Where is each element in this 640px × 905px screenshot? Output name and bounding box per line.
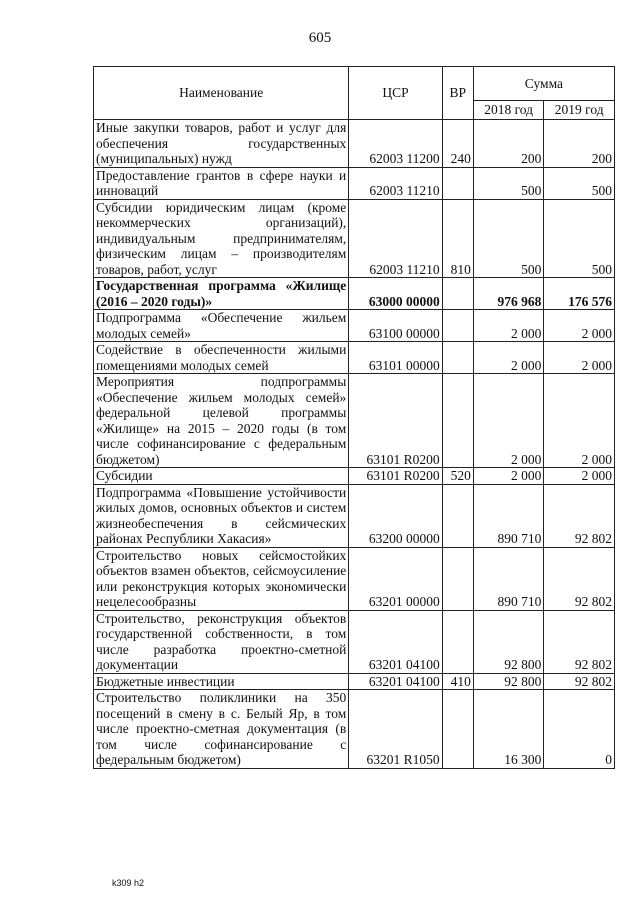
row-csr: 63101 R0200 xyxy=(349,468,442,485)
table-row xyxy=(94,690,615,769)
row-vr: 520 xyxy=(442,468,473,485)
table-row xyxy=(94,120,615,168)
table-row xyxy=(94,547,615,610)
row-name: Бюджетные инвестиции xyxy=(94,673,349,690)
row-vr xyxy=(442,278,473,310)
row-name: Подпрограмма «Обеспечение жильем молодых семей» xyxy=(94,310,349,342)
row-amount-2018: 2 000 xyxy=(473,310,544,342)
row-vr: 240 xyxy=(442,120,473,168)
row-csr: 63201 04100 xyxy=(349,610,442,673)
row-amount-2018: 92 800 xyxy=(473,610,544,673)
row-amount-2019: 0 xyxy=(544,690,615,769)
footer-code: k309 h2 xyxy=(112,878,145,888)
table-row xyxy=(94,673,615,690)
row-csr: 62003 11200 xyxy=(349,120,442,168)
row-vr xyxy=(442,310,473,342)
row-amount-2019: 92 802 xyxy=(544,673,615,690)
header-vr: ВР xyxy=(442,67,473,120)
row-name: Содействие в обеспеченности жилыми помещениями молодых семей xyxy=(94,342,349,374)
row-amount-2018: 2 000 xyxy=(473,468,544,485)
row-amount-2018: 890 710 xyxy=(473,484,544,547)
row-amount-2019: 176 576 xyxy=(544,278,615,310)
row-csr: 63200 00000 xyxy=(349,484,442,547)
table-row xyxy=(94,278,615,310)
row-name: Подпрограмма «Повышение устойчивости жилых домов, основных объектов и систем жизнеобеспечения в сейсмических районах Республики Хакасия» xyxy=(94,484,349,547)
row-vr xyxy=(442,610,473,673)
row-csr: 62003 11210 xyxy=(349,199,442,278)
header-name: Наименование xyxy=(94,67,349,120)
budget-table xyxy=(93,66,615,769)
table-row xyxy=(94,468,615,485)
row-amount-2018: 92 800 xyxy=(473,673,544,690)
row-amount-2019: 2 000 xyxy=(544,468,615,485)
row-amount-2019: 2 000 xyxy=(544,374,615,468)
row-amount-2018: 2 000 xyxy=(473,374,544,468)
row-name: Строительство поликлиники на 350 посещений в смену в с. Белый Яр, в том числе проектно-сметная документация (в том числе софинансирование с федеральным бюджетом) xyxy=(94,690,349,769)
row-amount-2018: 2 000 xyxy=(473,342,544,374)
row-csr: 63201 R1050 xyxy=(349,690,442,769)
table-row xyxy=(94,484,615,547)
row-csr: 63101 R0200 xyxy=(349,374,442,468)
header-csr: ЦСР xyxy=(349,67,442,120)
row-vr xyxy=(442,342,473,374)
row-amount-2019: 2 000 xyxy=(544,310,615,342)
row-vr xyxy=(442,374,473,468)
row-amount-2018: 16 300 xyxy=(473,690,544,769)
row-name: Субсидии xyxy=(94,468,349,485)
table-row xyxy=(94,610,615,673)
row-name: Государственная программа «Жилище (2016 – 2020 годы)» xyxy=(94,278,349,310)
table-row xyxy=(94,374,615,468)
row-csr: 63201 04100 xyxy=(349,673,442,690)
row-vr: 810 xyxy=(442,199,473,278)
table-body xyxy=(94,120,615,769)
row-amount-2019: 92 802 xyxy=(544,610,615,673)
row-csr: 63100 00000 xyxy=(349,310,442,342)
header-year-2018: 2018 год xyxy=(473,101,544,120)
row-amount-2019: 500 xyxy=(544,167,615,199)
row-amount-2019: 500 xyxy=(544,199,615,278)
row-amount-2019: 2 000 xyxy=(544,342,615,374)
row-csr: 62003 11210 xyxy=(349,167,442,199)
row-amount-2019: 200 xyxy=(544,120,615,168)
row-vr xyxy=(442,690,473,769)
header-sum: Сумма xyxy=(473,67,614,101)
row-name: Предоставление грантов в сфере науки и инноваций xyxy=(94,167,349,199)
row-amount-2018: 500 xyxy=(473,167,544,199)
row-name: Иные закупки товаров, работ и услуг для обеспечения государственных (муниципальных) нужд xyxy=(94,120,349,168)
row-amount-2019: 92 802 xyxy=(544,547,615,610)
row-amount-2018: 200 xyxy=(473,120,544,168)
row-vr xyxy=(442,167,473,199)
table-row xyxy=(94,199,615,278)
row-name: Субсидии юридическим лицам (кроме некоммерческих организаций), индивидуальным предпринимателям, физическим лицам – производителям товаров, работ, услуг xyxy=(94,199,349,278)
row-amount-2019: 92 802 xyxy=(544,484,615,547)
row-name: Мероприятия подпрограммы «Обеспечение жильем молодых семей» федеральной целевой программы «Жилище» на 2015 – 2020 годы (в том числе софинансирование с федеральным бюджетом) xyxy=(94,374,349,468)
row-vr: 410 xyxy=(442,673,473,690)
row-vr xyxy=(442,484,473,547)
row-csr: 63000 00000 xyxy=(349,278,442,310)
table-row xyxy=(94,310,615,342)
table-row xyxy=(94,342,615,374)
row-name: Строительство новых сейсмостойких объектов взамен объектов, сейсмоусиление или реконструкция которых экономически нецелесообразны xyxy=(94,547,349,610)
row-amount-2018: 890 710 xyxy=(473,547,544,610)
row-csr: 63101 00000 xyxy=(349,342,442,374)
row-amount-2018: 976 968 xyxy=(473,278,544,310)
row-amount-2018: 500 xyxy=(473,199,544,278)
row-vr xyxy=(442,547,473,610)
page-number: 605 xyxy=(308,30,332,46)
row-csr: 63201 00000 xyxy=(349,547,442,610)
table-row xyxy=(94,167,615,199)
header-year-2019: 2019 год xyxy=(544,101,615,120)
row-name: Строительство, реконструкция объектов государственной собственности, в том числе разработка проектно-сметной документации xyxy=(94,610,349,673)
